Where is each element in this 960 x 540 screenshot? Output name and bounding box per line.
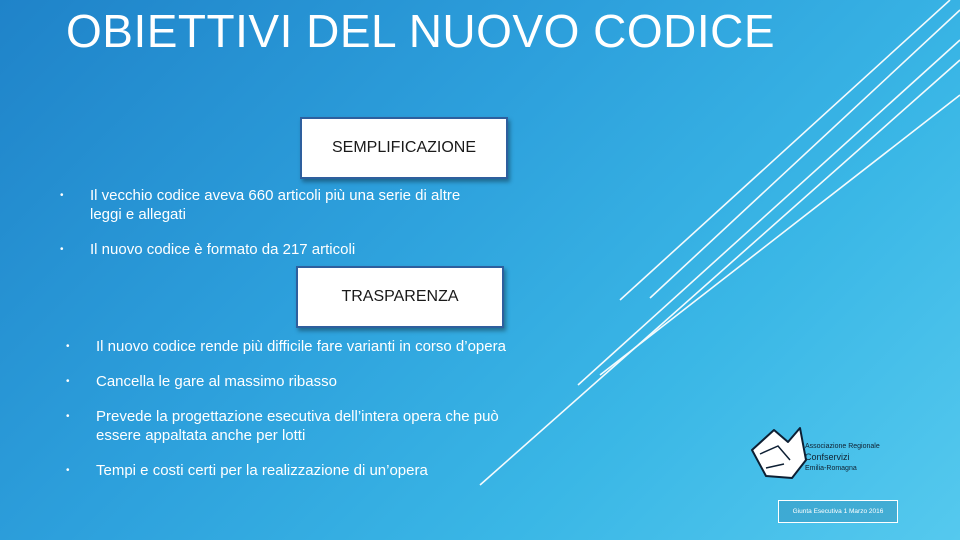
bullet-list-trasparenza bbox=[66, 337, 506, 496]
bullet-text: Il vecchio codice aveva 660 articoli più una serie di altre leggi e allegati bbox=[90, 187, 461, 223]
bullet-icon: • bbox=[60, 190, 64, 201]
list-item bbox=[60, 186, 490, 224]
list-item bbox=[66, 337, 506, 356]
bullet-text: Cancella le gare al massimo ribasso bbox=[96, 373, 337, 390]
logo-text bbox=[805, 441, 880, 474]
list-item bbox=[66, 407, 506, 445]
bullet-text: Il nuovo codice è formato da 217 articoli bbox=[90, 241, 356, 258]
list-item bbox=[66, 461, 506, 480]
list-item bbox=[60, 240, 490, 259]
logo-line: Associazione Regionale bbox=[805, 443, 880, 450]
footer-badge: Giunta Esecutiva 1 Marzo 2016 bbox=[778, 500, 898, 523]
logo-line: Emilia-Romagna bbox=[805, 465, 857, 472]
bullet-text: Il nuovo codice rende più difficile fare varianti in corso d’opera bbox=[96, 338, 506, 355]
section-heading-trasparenza: TRASPARENZA bbox=[296, 266, 504, 328]
bullet-icon: • bbox=[66, 341, 70, 352]
bullet-text: Tempi e costi certi per la realizzazione di un’opera bbox=[96, 462, 428, 479]
section-heading-semplificazione: SEMPLIFICAZIONE bbox=[300, 117, 508, 179]
list-item bbox=[66, 372, 506, 391]
bullet-icon: • bbox=[66, 465, 70, 476]
logo-line: Confservizi bbox=[805, 452, 850, 462]
bullet-text: Prevede la progettazione esecutiva dell’intera opera che può essere appaltata anche per lotti bbox=[96, 408, 499, 444]
slide-title: OBIETTIVI DEL NUOVO CODICE bbox=[66, 5, 776, 57]
bullet-list-semplificazione bbox=[60, 186, 490, 259]
bullet-icon: • bbox=[66, 376, 70, 387]
bullet-icon: • bbox=[60, 244, 64, 255]
bullet-icon: • bbox=[66, 411, 70, 422]
